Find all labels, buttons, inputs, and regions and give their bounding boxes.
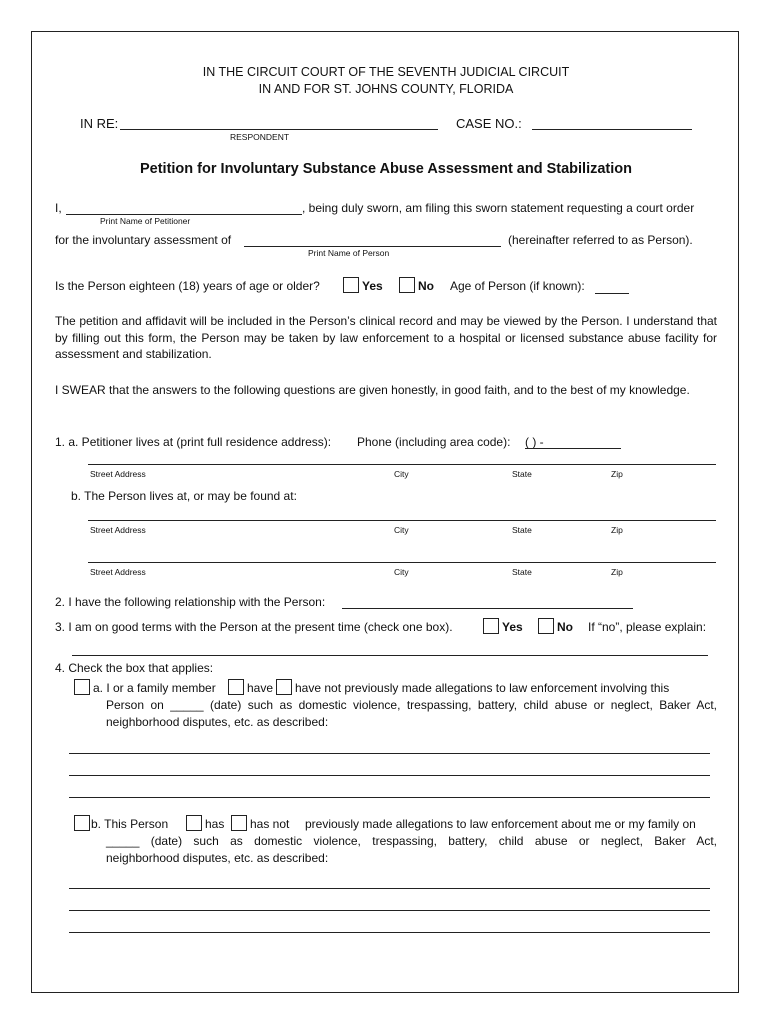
court-line-2: IN AND FOR ST. JOHNS COUNTY, FLORIDA — [258, 82, 514, 96]
court-line-1b: SEVENTH JUDICIAL CIRCUIT — [397, 65, 570, 79]
person-address-line-1[interactable] — [88, 520, 716, 521]
zip-label-2: Zip — [611, 525, 623, 535]
petitioner-address-line[interactable] — [88, 464, 716, 465]
q4a-prefix: a. I or a family member — [93, 681, 216, 695]
q1a-text: 1. a. Petitioner lives at (print full residence address): — [55, 435, 332, 449]
relationship-field[interactable] — [342, 608, 633, 609]
q4a-have-not-label: have not previously made allegations to law enforcement involving this — [295, 681, 670, 695]
street-label-3: Street Address — [90, 567, 146, 577]
q4a-description-line-1[interactable] — [69, 753, 710, 754]
terms-no-checkbox[interactable] — [538, 618, 554, 634]
petitioner-name-field[interactable] — [66, 214, 302, 215]
person-name-field[interactable] — [244, 246, 501, 247]
case-no-label: CASE NO.: — [456, 116, 522, 131]
court-line-1 — [32, 65, 740, 79]
q1-phone-label: Phone (including area code): — [357, 435, 511, 449]
q4a-have-checkbox[interactable] — [228, 679, 244, 695]
street-label-2: Street Address — [90, 525, 146, 535]
terms-yes-label: Yes — [502, 620, 523, 634]
court-line-1a: IN THE CIRCUIT COURT OF THE — [202, 65, 394, 79]
q4a-checkbox[interactable] — [74, 679, 90, 695]
q4b-checkbox[interactable] — [74, 815, 90, 831]
q4b-has-checkbox[interactable] — [186, 815, 202, 831]
intro-hereinafter: (hereinafter referred to as Person). — [508, 233, 693, 247]
q4a-line3: neighborhood disputes, etc. as described: — [106, 715, 329, 729]
q4a-line2: Person on _____ (date) such as domestic violence, trespassing, battery, child abuse or neglect, Baker Act, — [106, 698, 717, 712]
q4b-rest: previously made allegations to law enforcement about me or my family on — [305, 817, 696, 831]
intro-i: I, — [55, 201, 62, 215]
in-re-field[interactable] — [120, 129, 438, 130]
street-label-1: Street Address — [90, 469, 146, 479]
q4b-has-not-checkbox[interactable] — [231, 815, 247, 831]
q4a-description-line-3[interactable] — [69, 797, 710, 798]
terms-no-label: No — [557, 620, 573, 634]
form-title: Petition for Involuntary Substance Abuse Assessment and Stabilization — [139, 161, 633, 177]
q4b-prefix: b. This Person — [91, 817, 169, 831]
q4b-line2: _____ (date) such as domestic violence, trespassing, battery, child abuse or neglect, Baker Act, — [106, 834, 717, 848]
terms-explain-label: If “no”, please explain: — [588, 620, 707, 634]
age-label: Age of Person (if known): — [450, 279, 585, 293]
q3-text: 3. I am on good terms with the Person at the present time (check one box). — [55, 620, 453, 634]
state-label-1: State — [512, 469, 532, 479]
state-label-3: State — [512, 567, 532, 577]
q4b-has-label: has — [205, 817, 225, 831]
intro-sworn: , being duly sworn, am filing this sworn statement requesting a court order — [302, 201, 695, 215]
print-person-label: Print Name of Person — [308, 248, 390, 258]
paragraph-clinical-record: The petition and affidavit will be included in the Person’s clinical record and may be viewed by the Person. I understand that by filling out this form, the Person may be taken by law enforcement to a hospital or licensed substance abuse facility for assessment and stabilization. — [55, 314, 717, 361]
city-label-2: City — [394, 525, 409, 535]
q4b-has-not-label: has not — [250, 817, 290, 831]
q1-phone-format: ( ) - — [525, 435, 544, 449]
q1-phone-field[interactable] — [525, 448, 621, 449]
q4b-description-line-1[interactable] — [69, 888, 710, 889]
case-no-field[interactable] — [532, 129, 692, 130]
terms-yes-checkbox[interactable] — [483, 618, 499, 634]
q1b-text: b. The Person lives at, or may be found at: — [71, 489, 297, 503]
city-label-1: City — [394, 469, 409, 479]
q4a-description-line-2[interactable] — [69, 775, 710, 776]
zip-label-3: Zip — [611, 567, 623, 577]
in-re-label: IN RE: — [80, 116, 119, 131]
age-yes-label: Yes — [362, 279, 383, 293]
q4-text: 4. Check the box that applies: — [55, 661, 214, 675]
q2-text: 2. I have the following relationship with the Person: — [55, 595, 326, 609]
age-question: Is the Person eighteen (18) years of age or older? — [55, 279, 320, 293]
q4b-line3: neighborhood disputes, etc. as described: — [106, 851, 329, 865]
q4a-have-label: have — [247, 681, 274, 695]
person-address-line-2[interactable] — [88, 562, 716, 563]
q4b-description-line-3[interactable] — [69, 932, 710, 933]
q4a-have-not-checkbox[interactable] — [276, 679, 292, 695]
age-no-label: No — [418, 279, 434, 293]
form-page — [31, 31, 739, 993]
age-field[interactable] — [595, 293, 629, 294]
respondent-label: RESPONDENT — [230, 132, 290, 142]
paragraph-swear: I SWEAR that the answers to the following questions are given honestly, in good faith, and to the best of my knowledge. — [55, 383, 690, 397]
age-yes-checkbox[interactable] — [343, 277, 359, 293]
print-petitioner-label: Print Name of Petitioner — [100, 216, 191, 226]
city-label-3: City — [394, 567, 409, 577]
state-label-2: State — [512, 525, 532, 535]
terms-explain-field[interactable] — [72, 655, 708, 656]
intro-for-assessment: for the involuntary assessment of — [55, 233, 232, 247]
age-no-checkbox[interactable] — [399, 277, 415, 293]
q4b-description-line-2[interactable] — [69, 910, 710, 911]
zip-label-1: Zip — [611, 469, 623, 479]
